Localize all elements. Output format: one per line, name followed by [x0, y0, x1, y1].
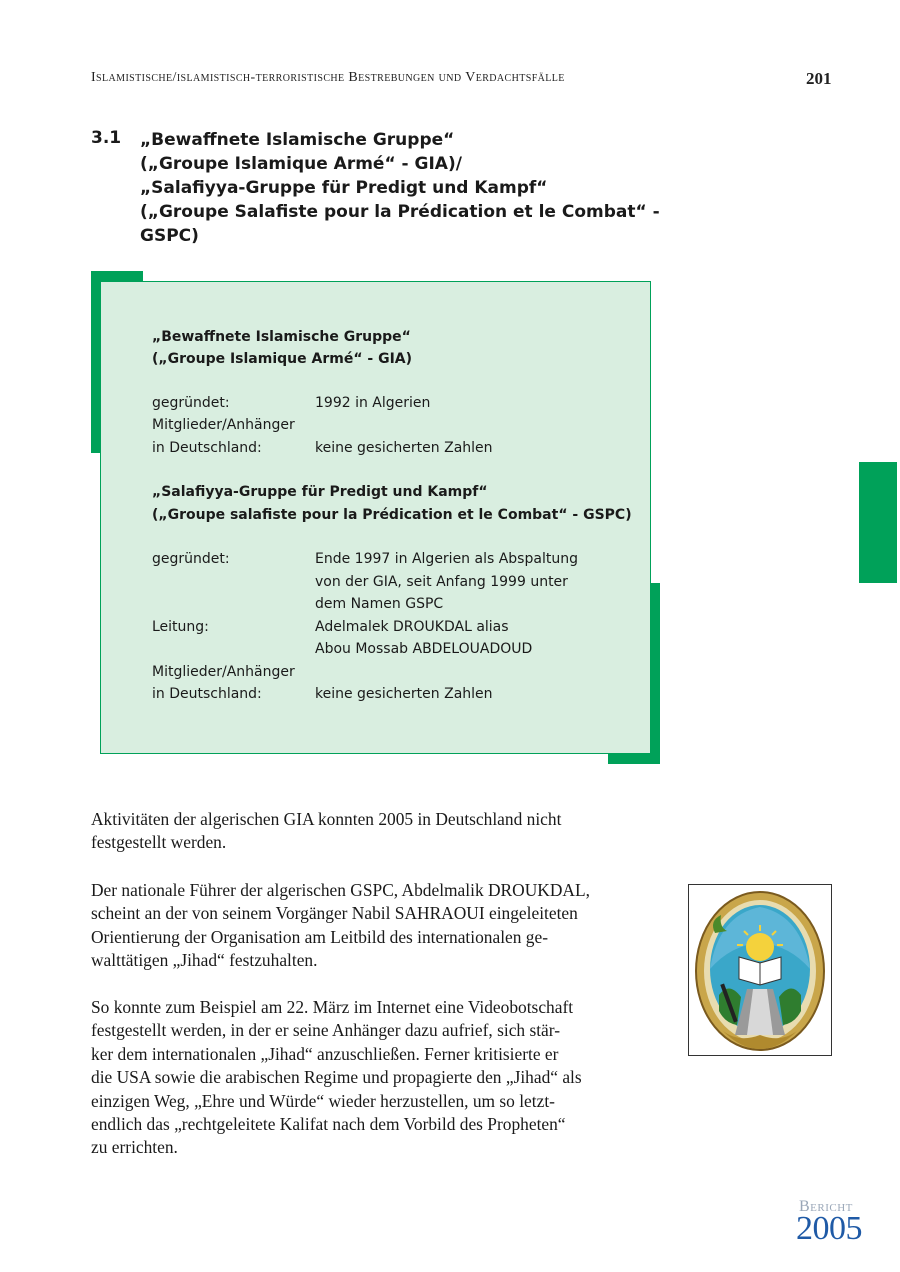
- body-line: Orientierung der Organisation am Leitbild des internationalen ge-: [91, 926, 549, 947]
- gia-members-label: Mitglieder/Anhänger: [152, 417, 295, 433]
- report-label: Bericht: [799, 1198, 853, 1215]
- gspc-name-line: „Salafiyya-Gruppe für Predigt und Kampf“: [152, 484, 488, 500]
- body-paragraph: [91, 996, 671, 1160]
- page-number: 201: [806, 69, 832, 88]
- body-paragraph: [91, 808, 671, 855]
- gia-name-line: („Groupe Islamique Armé“ - GIA): [152, 351, 413, 367]
- body-line: Der nationale Führer der algerischen GSPC, Abdelmalik DROUKDAL,: [91, 880, 590, 900]
- section-title-line: „Bewaffnete Islamische Gruppe“: [140, 130, 455, 150]
- body-line: scheint an der von seinem Vorgänger Nabil SAHRAOUI eingeleiteten: [91, 903, 578, 924]
- gspc-leader-value-line: Abou Mossab ABDELOUADOUD: [315, 641, 533, 657]
- body-line: zu errichten.: [91, 1137, 178, 1158]
- green-corner-accent-bottom-right-horizontal: [608, 754, 660, 764]
- gia-members-value: keine gesicherten Zahlen: [315, 440, 493, 456]
- section-title: [140, 128, 660, 248]
- gspc-members-label: in Deutschland:: [152, 686, 262, 702]
- section-number: 3.1: [91, 128, 122, 148]
- body-line: Aktivitäten der algerischen GIA konnten 2005 in Deutschland nicht: [91, 809, 562, 829]
- gspc-members-label: Mitglieder/Anhänger: [152, 664, 295, 680]
- gspc-founded-value-line: dem Namen GSPC: [315, 596, 444, 612]
- organization-fact-box: [100, 281, 651, 754]
- gspc-name-line: („Groupe salafiste pour la Prédication et le Combat“ - GSPC): [152, 507, 632, 523]
- section-title-line: GSPC): [140, 226, 199, 246]
- section-title-line: „Salafiyya-Gruppe für Predigt und Kampf“: [140, 178, 548, 198]
- body-paragraph: [91, 879, 671, 973]
- emblem-graphic: [689, 885, 831, 1055]
- body-line: festgestellt werden, in der er seine Anhänger dazu aufrief, sich stär-: [91, 1020, 561, 1041]
- gia-members-label: in Deutschland:: [152, 440, 262, 456]
- chapter-side-tab: [859, 462, 897, 583]
- gia-name-line: „Bewaffnete Islamische Gruppe“: [152, 329, 411, 345]
- gia-founded-label: gegründet:: [152, 395, 230, 411]
- gspc-leader-value-line: Adelmalek DROUKDAL alias: [315, 619, 509, 635]
- body-line: walttätigen „Jihad“ festzuhalten.: [91, 950, 318, 971]
- body-line: einzigen Weg, „Ehre und Würde“ wieder herzustellen, um so letzt-: [91, 1090, 555, 1111]
- gspc-members-value: keine gesicherten Zahlen: [315, 686, 493, 702]
- gspc-leader-label: Leitung:: [152, 619, 209, 635]
- body-line: So konnte zum Beispiel am 22. März im Internet eine Videobotschaft: [91, 997, 574, 1017]
- section-title-line: („Groupe Salafiste pour la Prédication et le Combat“ -: [140, 202, 660, 222]
- green-corner-accent-bottom-right: [650, 583, 660, 764]
- gspc-founded-value-line: Ende 1997 in Algerien als Abspaltung: [315, 551, 578, 567]
- section-title-line: („Groupe Islamique Armé“ - GIA)/: [140, 154, 462, 174]
- report-year: 2005: [796, 1210, 862, 1247]
- body-line: endlich das „rechtgeleitete Kalifat nach dem Vorbild des Propheten“: [91, 1114, 566, 1135]
- body-line: die USA sowie die arabischen Regime und propagierte den „Jihad“ als: [91, 1067, 582, 1088]
- gspc-emblem-image: [688, 884, 832, 1056]
- running-header-title: Islamistische/islamistisch-terroristische Bestrebungen und Verdachtsfälle: [91, 70, 565, 85]
- gspc-founded-label: gegründet:: [152, 551, 230, 567]
- body-line: ker dem internationalen „Jihad“ anzuschließen. Ferner kritisierte er: [91, 1043, 559, 1064]
- body-line: festgestellt werden.: [91, 832, 227, 853]
- green-corner-accent-top-left-horizontal: [91, 271, 143, 281]
- gia-founded-value: 1992 in Algerien: [315, 395, 431, 411]
- gspc-founded-value-line: von der GIA, seit Anfang 1999 unter: [315, 574, 568, 590]
